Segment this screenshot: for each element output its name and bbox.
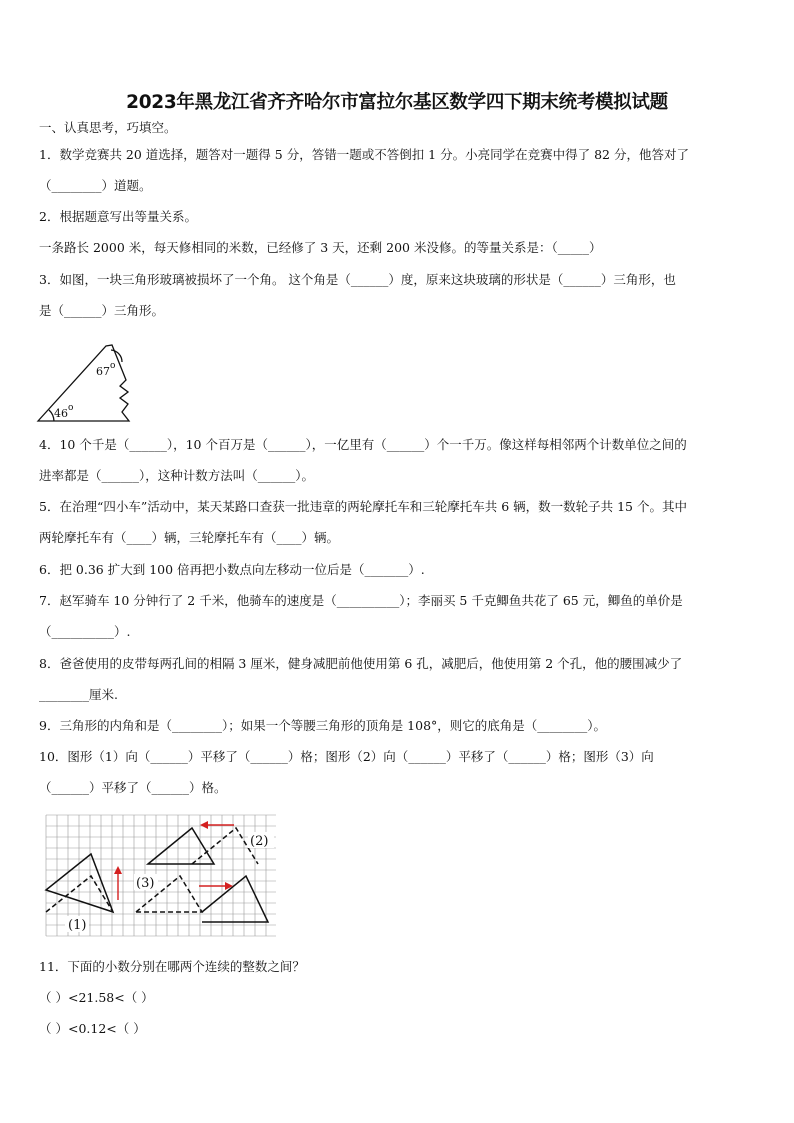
- question-1-line-1: 1．数学竞赛共 20 道选择，题答对一题得 5 分，答错一题或不答倒扣 1 分。小亮同学在竞赛中得了 82 分，他答对了: [39, 147, 689, 162]
- figure-2-label: (2): [250, 834, 269, 849]
- section-heading: 一、认真思考，巧填空。: [39, 120, 177, 135]
- translation-grid-figure: [44, 812, 276, 942]
- figure-3-label: (3): [136, 876, 155, 891]
- broken-triangle-figure: [34, 340, 144, 425]
- question-11-line-3: （ ）<0.12<（ ）: [39, 1021, 146, 1036]
- question-7-line-1: 7．赵军骑车 10 分钟行了 2 千米，他骑车的速度是（__________）；李丽买 5 千克鲫鱼共花了 65 元，鲫鱼的单价是: [39, 593, 683, 608]
- angle-bottom-label: 46: [54, 407, 68, 420]
- arrow-left-head: [200, 821, 208, 829]
- question-6-line-1: 6．把 0.36 扩大到 100 倍再把小数点向左移动一位后是（_______）.: [39, 562, 425, 577]
- question-3-line-1: 3．如图，一块三角形玻璃被损坏了一个角。 这个角是（______）度，原来这块玻璃的形状是（______）三角形，也: [39, 272, 676, 287]
- question-11-line-2: （ ）<21.58<（ ）: [39, 990, 154, 1005]
- angle-bottom-degree-mark: o: [68, 403, 74, 413]
- figure-1-label: (1): [68, 918, 87, 933]
- question-11-line-1: 11．下面的小数分别在哪两个连续的整数之间？: [39, 959, 305, 974]
- figure-2-original: [148, 828, 214, 864]
- question-9-line-1: 9．三角形的内角和是（________）；如果一个等腰三角形的顶角是 108°，则它的底角是（________）。: [39, 718, 607, 733]
- question-10-line-2: （______）平移了（______）格。: [39, 780, 227, 795]
- question-7-line-2: （__________）.: [39, 624, 131, 639]
- arrow-right-head: [225, 882, 233, 890]
- question-4-line-2: 进率都是（______），这种计数方法叫（______）。: [39, 468, 315, 483]
- question-8-line-1: 8．爸爸使用的皮带每两孔间的相隔 3 厘米，健身减肥前他使用第 6 孔，减肥后，他使用第 2 个孔，他的腰围减少了: [39, 656, 683, 671]
- question-5-line-1: 5．在治理“四小车”活动中，某天某路口查获一批违章的两轮摩托车和三轮摩托车共 6 辆，数一数轮子共 15 个。其中: [39, 499, 687, 514]
- question-8-line-2: ________厘米.: [39, 687, 118, 702]
- figure-3-moved: [202, 876, 268, 922]
- question-2-line-2: 一条路长 2000 米，每天修相同的米数，已经修了 3 天，还剩 200 米没修。的等量关系是：（_____）: [39, 240, 602, 255]
- question-4-line-1: 4．10 个千是（______），10 个百万是（______），一亿里有（______）个一千万。像这样每相邻两个计数单位之间的: [39, 437, 687, 452]
- page-title: 2023年黑龙江省齐齐哈尔市富拉尔基区数学四下期末统考模拟试题: [126, 92, 668, 113]
- question-10-line-1: 10．图形（1）向（______）平移了（______）格；图形（2）向（______）平移了（______）格；图形（3）向: [39, 749, 654, 764]
- question-3-line-2: 是（______）三角形。: [39, 303, 165, 318]
- angle-top-label: 67: [96, 365, 110, 378]
- angle-top-degree-mark: o: [110, 361, 116, 371]
- question-1-line-2: （________）道题。: [39, 178, 152, 193]
- question-5-line-2: 两轮摩托车有（____）辆，三轮摩托车有（____）辆。: [39, 530, 340, 545]
- question-2-line-1: 2．根据题意写出等量关系。: [39, 209, 197, 224]
